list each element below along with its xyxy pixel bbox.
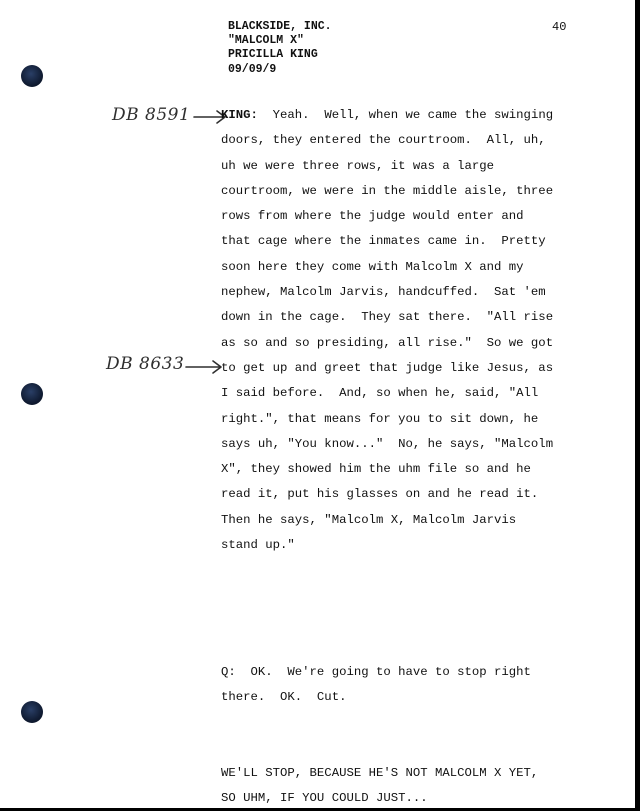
closing-line: WE'LL STOP, BECAUSE HE'S NOT MALCOLM X YET, [221,765,539,780]
transcript-line: soon here they come with Malcolm X and my [221,259,524,274]
transcript-line: as so and so presiding, all rise." So we got [221,335,554,350]
page-number: 40 [552,20,567,34]
punch-hole [21,65,43,87]
transcript-line: KING: Yeah. Well, when we came the swinging [221,108,554,122]
speaker-label: KING: [221,108,258,122]
transcript-line: says uh, "You know..." No, he says, "Malcolm [221,436,554,451]
document-header [228,20,332,77]
punch-hole [21,383,43,405]
margin-note-timecode: DB 8633 [106,354,185,374]
transcript-line: down in the cage. They sat there. "All rise [221,310,554,325]
header-interviewee: PRICILLA KING [228,48,318,62]
header-project: "MALCOLM X" [228,34,304,48]
transcript-line: Then he says, "Malcolm X, Malcolm Jarvis [221,512,517,527]
transcript-line: stand up." [221,538,295,553]
transcript-line: nephew, Malcolm Jarvis, handcuffed. Sat 'em [221,285,546,300]
transcript-line: read it, put his glasses on and he read it. [221,487,539,502]
header-company: BLACKSIDE, INC. [228,20,332,33]
transcript-line: doors, they entered the courtroom. All, uh, [221,133,546,148]
transcript-body [221,103,581,811]
scan-edge-right [635,0,640,811]
transcript-line: uh we were three rows, it was a large [221,158,495,173]
arrow-icon [185,358,223,376]
transcript-line: that cage where the inmates came in. Pretty [221,234,546,249]
punch-hole [21,701,43,723]
header-date: 09/09/9 [228,62,277,76]
transcript-line: to get up and greet that judge like Jesus, as [221,360,554,375]
margin-note-timecode: DB 8591 [112,105,191,125]
transcript-line: right.", that means for you to sit down, he [221,411,539,426]
transcript-line: courtroom, we were in the middle aisle, three [221,183,554,198]
transcript-line: rows from where the judge would enter and [221,209,524,224]
question-line: there. OK. Cut. [221,689,347,704]
transcript-line: X", they showed him the uhm file so and he [221,462,531,477]
closing-line: SO UHM, IF YOU COULD JUST... [221,791,428,806]
question-line: Q: OK. We're going to have to stop right [221,664,531,679]
transcript-line: I said before. And, so when he, said, "All [221,386,539,401]
